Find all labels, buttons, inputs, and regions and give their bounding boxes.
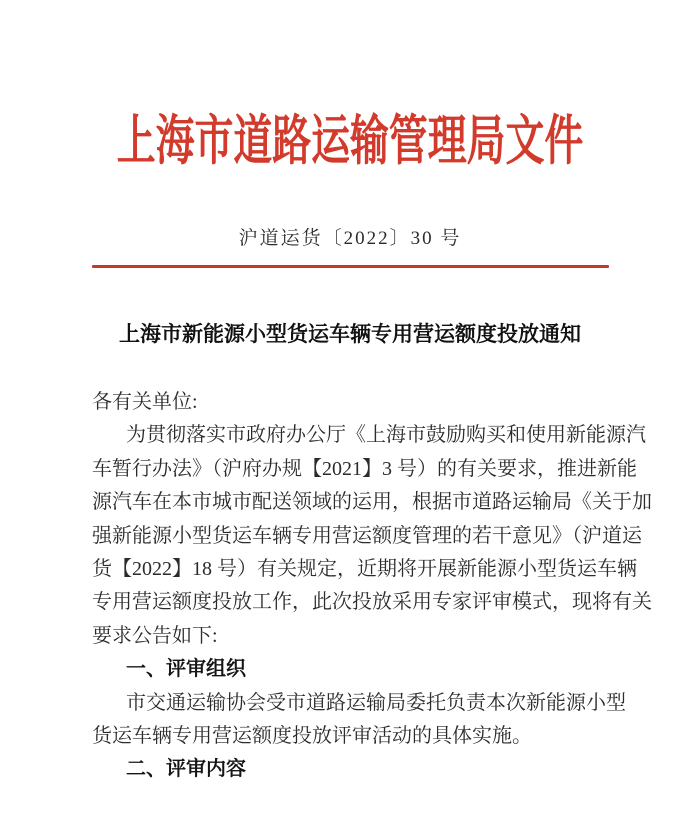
letterhead-title — [0, 108, 700, 174]
section-heading: 一、评审组织 — [126, 658, 246, 681]
body-line: 车暂行办法》（沪府办规【2021】3 号）的有关要求，推进新能 — [92, 457, 637, 480]
body-line: 专用营运额度投放工作，此次投放采用专家评审模式，现将有关 — [92, 591, 652, 614]
body-line: 市交通运输协会受市道路运输局委托负责本次新能源小型 — [126, 691, 626, 714]
body-line: 要求公告如下: — [92, 624, 218, 647]
letterhead-title-text: 上海市道路运输管理局文件 — [116, 111, 584, 171]
section-heading: 二、评审内容 — [126, 758, 246, 781]
document-body — [92, 386, 652, 787]
body-line: 强新能源小型货运车辆专用营运额度管理的若干意见》（沪道运 — [92, 524, 642, 547]
body-line: 货【2022】18 号）有关规定，近期将开展新能源小型货运车辆 — [92, 558, 637, 581]
red-divider-rule — [92, 265, 609, 268]
body-line: 各有关单位: — [92, 391, 198, 413]
body-line: 货运车辆专用营运额度投放评审活动的具体实施。 — [92, 725, 532, 748]
document-title: 上海市新能源小型货运车辆专用营运额度投放通知 — [119, 323, 581, 346]
document-number: 沪道运货〔2022〕30 号 — [238, 228, 462, 249]
body-line: 为贯彻落实市政府办公厅《上海市鼓励购买和使用新能源汽 — [126, 424, 646, 447]
body-line: 源汽车在本市城市配送领域的运用，根据市道路运输局《关于加 — [92, 491, 652, 514]
